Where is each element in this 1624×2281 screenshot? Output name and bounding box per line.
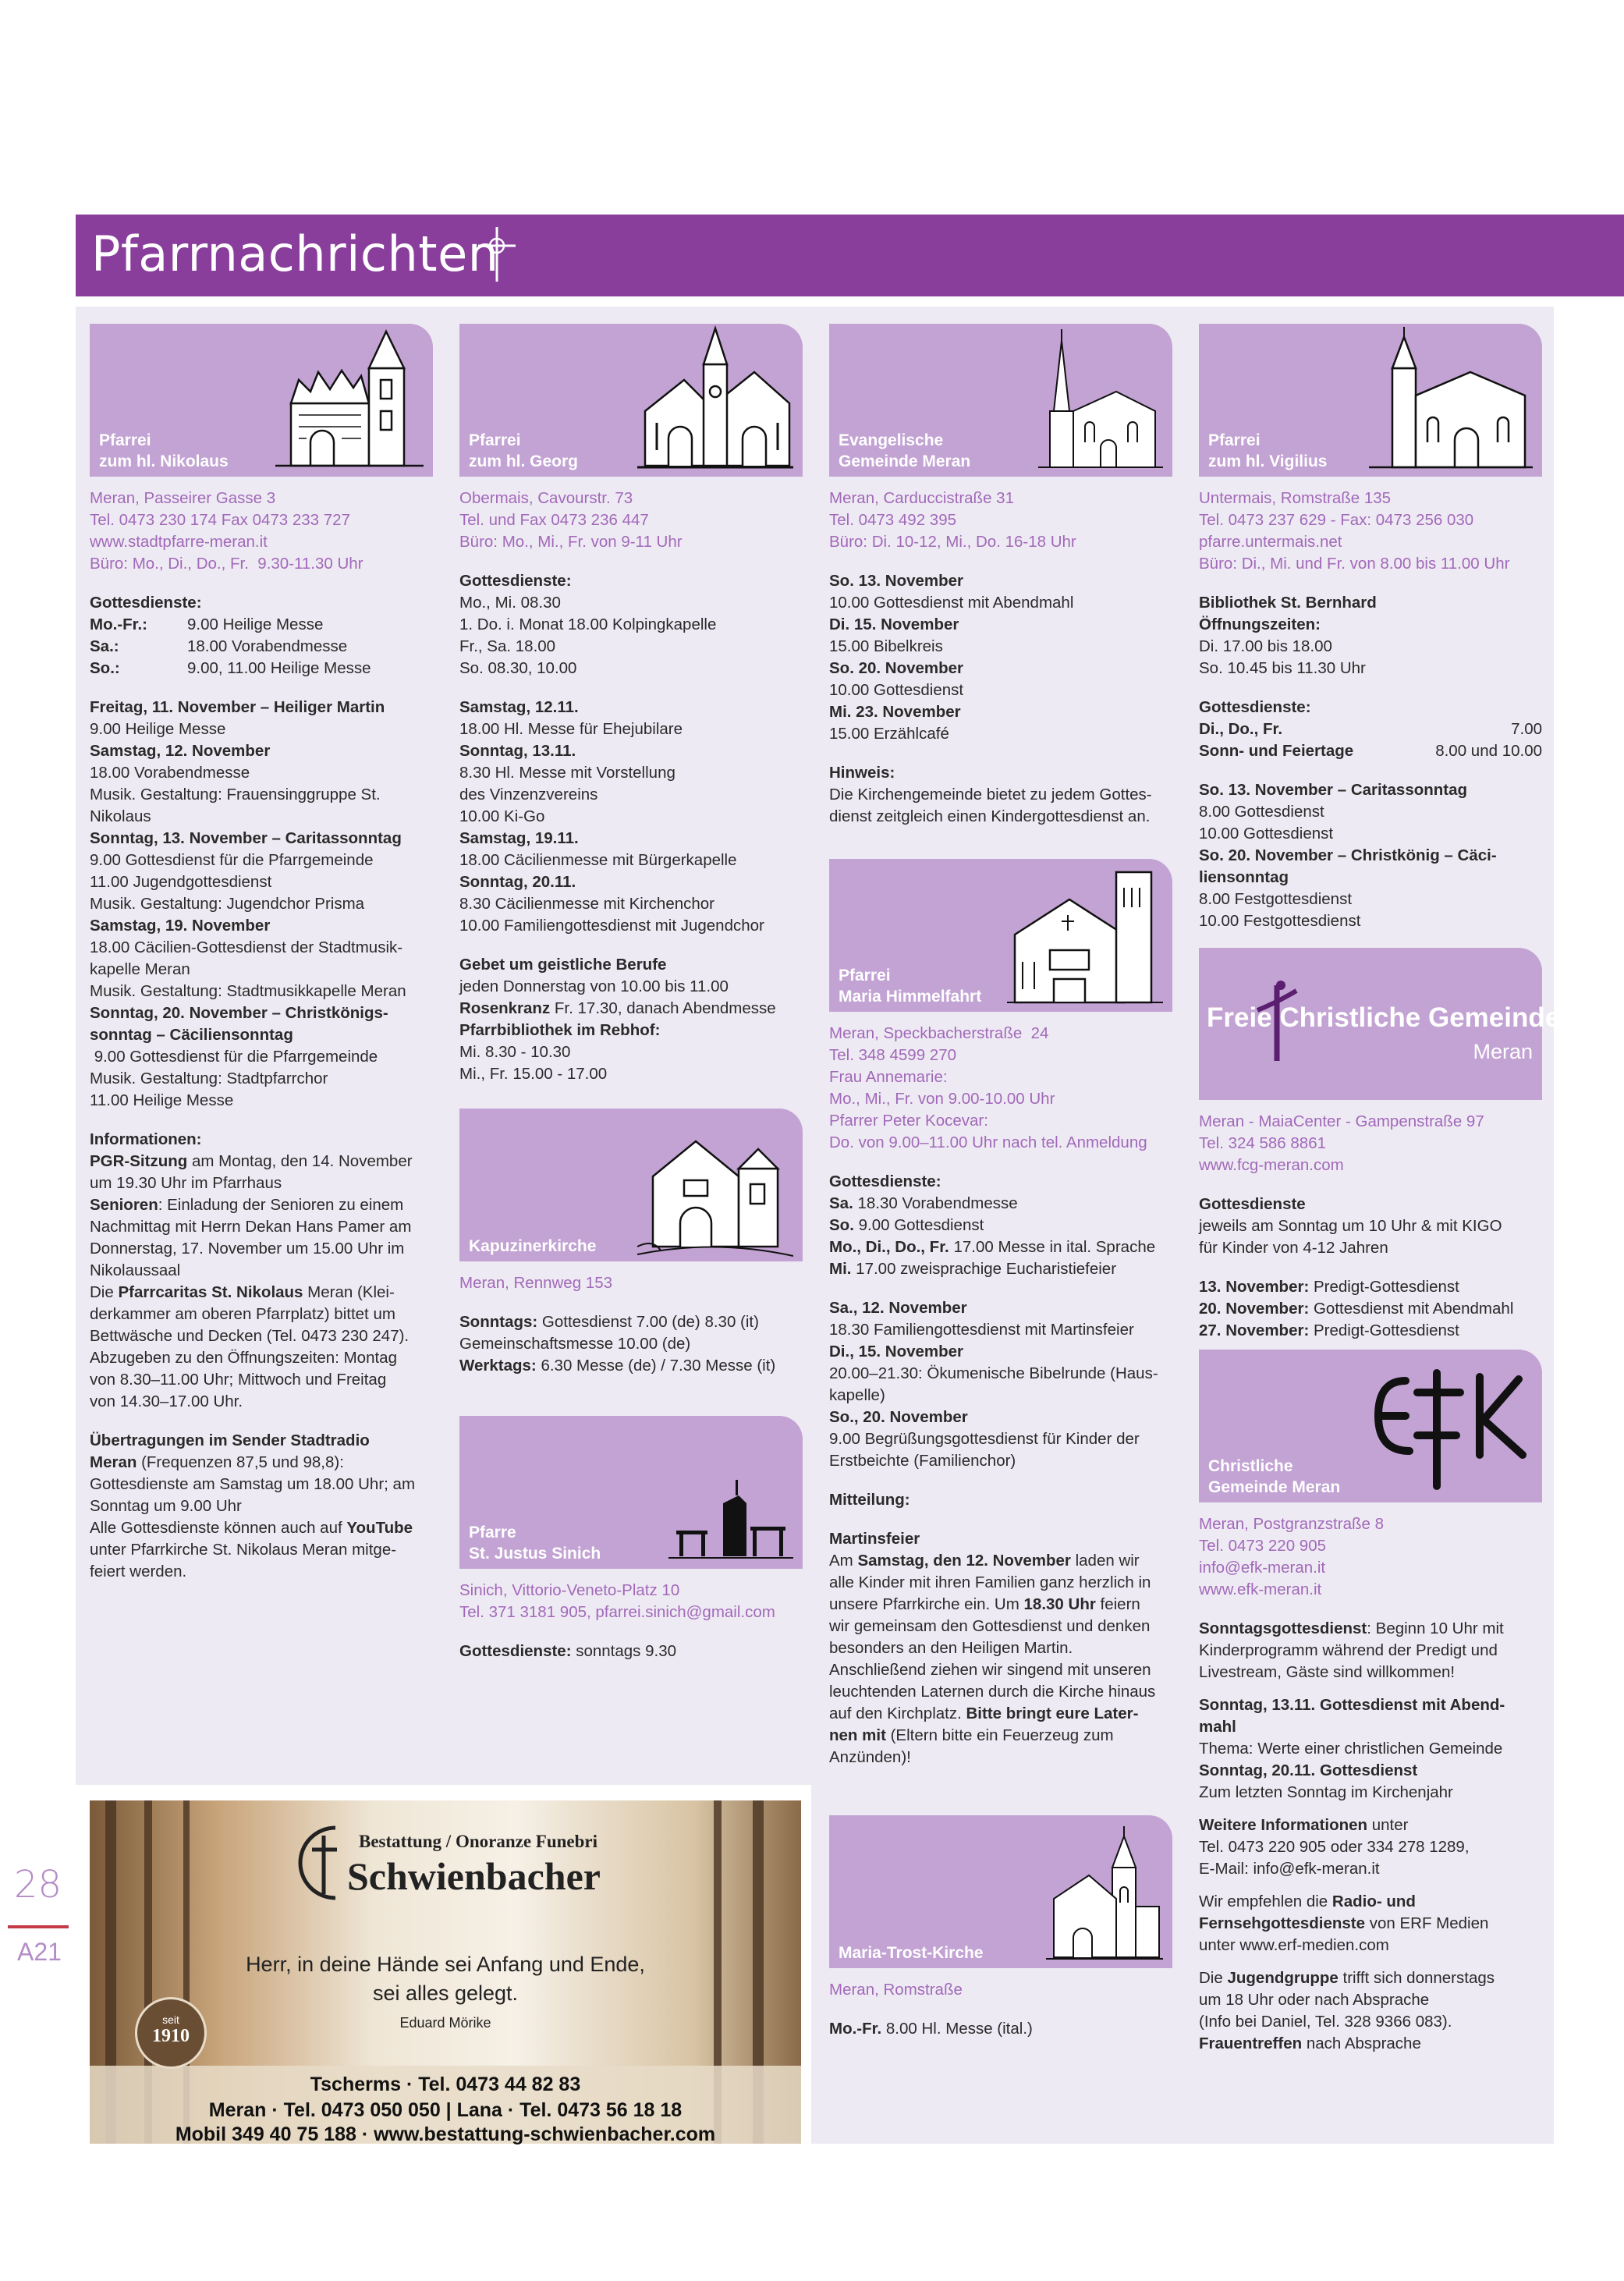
card-kapuziner (459, 1109, 803, 1261)
advertisement (76, 1785, 811, 2144)
column-nikolaus (90, 324, 433, 1583)
event-list: So. 13. November – Caritassonntag 8.00 Gottesdienst 10.00 Gottesdienst So. 20. November – Christkönig – Cäci- liensonntag 8.00 Festgottesdienst 10.00 Festgottesdienst (1199, 781, 1497, 930)
card-label: Pfarrei zum hl. Vigilius (1208, 431, 1328, 470)
card-efk (1199, 1350, 1542, 1502)
office-hours: Büro: Di. 10-12, Mi., Do. 16-18 Uhr (829, 533, 1076, 551)
section-banner (76, 215, 1624, 296)
address-line: Untermais, Romstraße 135 (1199, 489, 1392, 507)
phone-line: Tel. 348 4599 270 (829, 1046, 956, 1064)
office-hours: Büro: Mo., Di., Do., Fr. 9.30-11.30 Uhr (90, 555, 363, 573)
website-link[interactable]: pfarre.untermais.net (1199, 533, 1342, 551)
card-label: Pfarrei zum hl. Georg (469, 431, 579, 470)
fcg-logo-city: Meran (1473, 1040, 1533, 1063)
card-nikolaus (90, 324, 433, 477)
card-vigilius (1199, 324, 1542, 477)
website-link[interactable]: www.stadtpfarre-meran.it (90, 533, 268, 551)
address-line: Meran, Postgranzstraße 8 (1199, 1515, 1384, 1533)
card-label: Evangelische Gemeinde Meran (839, 431, 971, 470)
address-line: Meran, Romstraße (829, 1981, 963, 1999)
card-label: Christliche Gemeinde Meran (1208, 1457, 1341, 1496)
mass-row: Sa.: 18.00 Vorabendmesse (90, 637, 348, 655)
ad-subtitle: Bestattung / Onoranze Funebri (359, 1832, 598, 1851)
card-label: Pfarre St. Justus Sinich (469, 1524, 601, 1563)
ad-background (90, 1800, 801, 2144)
card-maria-trost (829, 1815, 1172, 1968)
address-line: Meran, Carduccistraße 31 (829, 489, 1014, 507)
address-line: Sinich, Vittorio-Veneto-Platz 10 (459, 1581, 680, 1599)
card-fcg (1199, 948, 1561, 1100)
phone-line: Tel. 0473 220 905 (1199, 1537, 1326, 1555)
phone-line: Tel. 0473 230 174 Fax 0473 233 727 (90, 511, 350, 529)
event-list: Freitag, 11. November – Heiliger Martin 9.00 Heilige Messe Samstag, 12. November 18.00 Vorabendmesse Musik. Gestaltung: Frauensinggruppe St. Nikolaus Sonntag, 13. November – Caritassonntag 9.00 Gottesdienst für die Pfarrgemeinde 11.00 Jugendgottesdienst Musik. Gestaltung: Jugendchor Prisma Samstag, 19. November 18.00 Cäcilien-Gottesdienst der Stadtmusik- kapelle Meran Musik. Gestaltung: Stadtmusikkapelle Meran Sonntag, 20. November – Christkönigs- sonntag – Cäciliensonntag 9.00 Gottesdienst für die Pfarrgemeinde Musik. Gestaltung: Stadtpfarrchor 11.00 Heilige Messe (90, 698, 406, 1109)
page-code: A21 (17, 1938, 62, 1966)
phone-line: Tel. und Fax 0473 236 447 (459, 511, 649, 529)
address-line: Meran - MaiaCenter - Gampenstraße 97 (1199, 1112, 1484, 1130)
page-number: 28 (14, 1863, 62, 1907)
card-label: Kapuzinerkirche (469, 1237, 597, 1255)
website-link[interactable]: www.fcg-meran.com (1199, 1156, 1344, 1174)
ad-company-name: Schwienbacher (347, 1854, 601, 1898)
church-vigilius-icon (1369, 325, 1533, 474)
event-list: Samstag, 12.11. 18.00 Hl. Messe für Ehejubilare Sonntag, 13.11. 8.30 Hl. Messe mit Vorstellung des Vinzenzvereins 10.00 Ki-Go Samstag, 19.11. 18.00 Cäcilienmesse mit Bürgerkapelle Sonntag, 20.11. 8.30 Cäcilienmesse mit Kirchenchor 10.00 Familiengottesdienst mit Jugendchor (459, 698, 764, 935)
ad-quote-line1: Herr, in deine Hände sei Anfang und Ende, (246, 1953, 645, 1976)
section-heading: Gottesdienste: (90, 594, 202, 612)
email-link[interactable]: info@efk-meran.it (1199, 1559, 1326, 1577)
card-label: Pfarrei zum hl. Nikolaus (99, 431, 229, 470)
card-sinich (459, 1416, 803, 1569)
address-line: Obermais, Cavourstr. 73 (459, 489, 633, 507)
page-divider (8, 1925, 69, 1928)
event-list: Sa., 12. November 18.30 Familiengottesdienst mit Martinsfeier Di., 15. November 20.00–21.30: Ökumenische Bibelrunde (Haus- kapelle) So., 20. November 9.00 Begrüßungsgottesdienst für Kinder der Erstbeichte (Familienchor) (829, 1299, 1158, 1470)
ad-contact-line2: Meran · Tel. 0473 050 050 | Lana · Tel. 0473 56 18 18 (208, 2099, 683, 2121)
column-vigilius: Pfarrei zum hl. Vigilius Untermais, Romstraße 135 Tel. 0473 237 629 - Fax: 0473 256 030 pfarre.untermais.net Büro: Di., Mi. und Fr. von 8.00 bis 11.00 Uhr Bibliothek St. Bernhard Öffnungszeiten: Di. 17.00 bis 18.00 So. 10.45 bis 11.30 Uhr Gottesdienste: Di., Do., Fr. 7.00 Sonn- und Feiertage 8.00 und 10.00 So. 13. November – Caritassonntag 8.00 Gottesdienst 10.00 Gottesdienst So. 20. November – Christkönig – Cäci- liensonntag 8.00 Festgottesdienst 10.00 Festgottesdienst Freie Christliche Gemeinde Meran Meran - MaiaCenter - Gampenstraße 97 Tel. 324 586 8861 www.fcg-meran.com Gottesdienste jeweils am Sonntag um 10 Uhr & mit KIGO für Kinder von 4-12 Jahren 13. November: Predigt-Gottesdienst 20. November: Gottesdienst mit Abendmahl 27. November: Predigt-Gottesdienst Christliche Gemeinde Meran Meran, Postgranzstraße 8 Tel. 0473 220 905 info@efk-meran.it www.efk-meran.it Sonntagsgottesdienst: Beginn 10 Uhr mit Kinderprogramm während der Predigt und Livestream, Gäste sind willkommen! Sonntag, 13.11. Gottesdienst mit Abend- mahl Thema: Werte einer christlichen Gemeinde Sonntag, 20.11. Gottesdienst Zum letzten Sonntag im Kirchenjahr Weitere Informationen unter Tel. 0473 220 905 oder 334 278 1289, E-Mail: info@efk-meran.it Wir empfehlen die Radio- und Fernsehgottesdienste von ERF Medien unter www.erf-medien.com Die Jugendgruppe trifft sich donnerstags um 18 Uhr oder nach Absprache (Info bei Daniel, Tel. 328 9366 083). Frauentreffen nach Absprache (1199, 324, 1542, 2055)
card-evangelisch (829, 324, 1172, 477)
church-kapuziner-icon (637, 1122, 793, 1258)
address-line: Meran, Rennweg 153 (459, 1274, 613, 1292)
church-maria-himmelfahrt-icon (1007, 860, 1163, 1009)
card-maria-himmelfahrt (829, 859, 1172, 1012)
cross-icon (473, 222, 520, 285)
ad-contact-line1: Tscherms · Tel. 0473 44 82 83 (310, 2073, 581, 2095)
card-label: Pfarrei Maria Himmelfahrt (839, 967, 982, 1006)
section-heading: Gottesdienste: (459, 572, 572, 590)
mass-row: So.: 9.00, 11.00 Heilige Messe (90, 659, 371, 677)
column-evangelisch: Evangelische Gemeinde Meran Meran, Carduccistraße 31 Tel. 0473 492 395 Büro: Di. 10-12, Mi., Do. 16-18 Uhr So. 13. November 10.00 Gottesdienst mit Abendmahl Di. 15. November 15.00 Bibelkreis So. 20. November 10.00 Gottesdienst Mi. 23. November 15.00 Erzählcafé Hinweis: Die Kirchengemeinde bietet zu jedem Gottes- dienst zeitgleich einen Kindergottesdienst an. Pfarrei Maria Himmelfahrt Meran, Speckbacherstraße 24 Tel. 348 4599 270 Frau Annemarie: Mo., Mi., Fr. von 9.00-10.00 Uhr Pfarrer Peter Kocevar: Do. von 9.00–11.00 Uhr nach tel. Anmeldung Gottesdienste: Sa. 18.30 Vorabendmesse So. 9.00 Gottesdienst Mo., Di., Do., Fr. 17.00 Messe in ital. Sprache Mi. 17.00 zweisprachige Eucharistiefeier Sa., 12. November 18.30 Familiengottesdienst mit Martinsfeier Di., 15. November 20.00–21.30: Ökumenische Bibelrunde (Haus- kapelle) So., 20. November 9.00 Begrüßungsgottesdienst für Kinder der Erstbeichte (Familienchor) Mitteilung: Martinsfeier Am Samstag, den 12. November laden wir alle Kinder mit ihren Familien ganz herzlich in unsere Pfarrkirche ein. Um 18.30 Uhr feiern wir gemeinsam den Gottesdienst und denken besonders an den Heiligen Martin. Anschließend ziehen wir singend mit unseren leuchtenden Laternen durch die Kirche hinaus auf den Kirchplatz. Bitte bringt eure Later- nen mit (Eltern bitte ein Feuerzeug zum Anzünden)! Maria-Trost-Kirche Meran, Romstraße Mo.-Fr. 8.00 Hl. Messe (ital.) (829, 324, 1172, 2040)
address-line: Meran, Speckbacherstraße 24 (829, 1024, 1049, 1042)
fcg-logo-text: Freie Christliche Gemeinde (1207, 1002, 1561, 1033)
address-line: Meran, Passeirer Gasse 3 (90, 489, 276, 507)
church-sinich-icon (668, 1464, 793, 1566)
ad-quote-author: Eduard Mörike (399, 2015, 491, 2031)
column-georg: Pfarrei zum hl. Georg Obermais, Cavourstr. 73 Tel. und Fax 0473 236 447 Büro: Mo., Mi., Fr. von 9-11 Uhr Gottesdienste: Mo., Mi. 08.30 1. Do. i. Monat 18.00 Kolpingkapelle Fr., Sa. 18.00 So. 08.30, 10.00 Samstag, 12.11. 18.00 Hl. Messe für Ehejubilare Sonntag, 13.11. 8.30 Hl. Messe mit Vorstellung des Vinzenzvereins 10.00 Ki-Go Samstag, 19.11. 18.00 Cäcilienmesse mit Bürgerkapelle Sonntag, 20.11. 8.30 Cäcilienmesse mit Kirchenchor 10.00 Familiengottesdienst mit Jugendchor Gebet um geistliche Berufe jeden Donnerstag von 10.00 bis 11.00 Rosenkranz Fr. 17.30, danach Abendmesse Pfarrbibliothek im Rebhof: Mi. 8.30 - 10.30 Mi., Fr. 15.00 - 17.00 Kapuzinerkirche Meran, Rennweg 153 Sonntags: Gottesdienst 7.00 (de) 8.30 (it) Gemeinschaftsmesse 10.00 (de) Werktags: 6.30 Messe (de) / 7.30 Messe (it) Pfarre St. Justus Sinich Sinich, Vittorio-Veneto-Platz 10 Tel. 371 3181 905, pfarrei.sinich@gmail.com Gottesdienste: sonntags 9.30 (459, 324, 803, 1662)
broadcast-section: Übertragungen im Sender Stadtradio Meran (Frequenzen 87,5 und 98,8): Gottesdienste am Samstag um 18.00 Uhr; am Sonntag um 9.00 Uhr Alle Gottesdienste können auch auf YouTube unter Pfarrkirche St. Nikolaus Meran mitge- feiert werden. (90, 1431, 416, 1580)
church-evangelisch-icon (1038, 325, 1163, 474)
ad-seal: seit 1910 (135, 1997, 207, 2069)
mass-row: Mo.-Fr.: 9.00 Heilige Messe (90, 615, 324, 633)
church-nikolaus-icon (275, 325, 424, 474)
phone-line: Tel. 324 586 8861 (1199, 1134, 1326, 1152)
ad-quote-line2: sei alles gelegt. (372, 1981, 519, 2005)
card-label: Maria-Trost-Kirche (839, 1944, 984, 1962)
office-hours: Büro: Mo., Mi., Fr. von 9-11 Uhr (459, 533, 683, 551)
office-hours: Büro: Di., Mi. und Fr. von 8.00 bis 11.00 Uhr (1199, 555, 1510, 573)
phone-line: Tel. 0473 237 629 - Fax: 0473 256 030 (1199, 511, 1474, 529)
efk-logo (1363, 1357, 1534, 1490)
phone-line: Tel. 0473 492 395 (829, 511, 956, 529)
info-section: Informationen: PGR-Sitzung am Montag, den 14. November um 19.30 Uhr im Pfarrhaus Senioren: Einladung der Senioren zu einem Nachmittag mit Herrn Dekan Hans Pamer am Donnerstag, 17. November um 15.00 Uhr im Nikolaussaal Die Pfarrcaritas St. Nikolaus Meran (Klei- derkammer am oberen Pfarrplatz) bittet um Bettwäsche und Decken (Tel. 0473 230 247). Abzugeben zu den Öffnungszeiten: Montag von 8.30–11.00 Uhr; Mittwoch und Freitag von 14.30–17.00 Uhr. (90, 1130, 413, 1410)
church-georg-icon (637, 325, 793, 474)
page-title: Pfarrnachrichten (91, 225, 499, 282)
event-list: So. 13. November 10.00 Gottesdienst mit Abendmahl Di. 15. November 15.00 Bibelkreis So. 20. November 10.00 Gottesdienst Mi. 23. November 15.00 Erzählcafé (829, 572, 1074, 743)
ad-contact-line3[interactable]: Mobil 349 40 75 188 · www.bestattung-schwienbacher.com (175, 2123, 716, 2145)
contact-line: Tel. 371 3181 905, pfarrei.sinich@gmail.com (459, 1603, 775, 1621)
website-link[interactable]: www.efk-meran.it (1199, 1580, 1322, 1598)
church-maria-trost-icon (1046, 1825, 1163, 1965)
card-georg (459, 324, 803, 477)
